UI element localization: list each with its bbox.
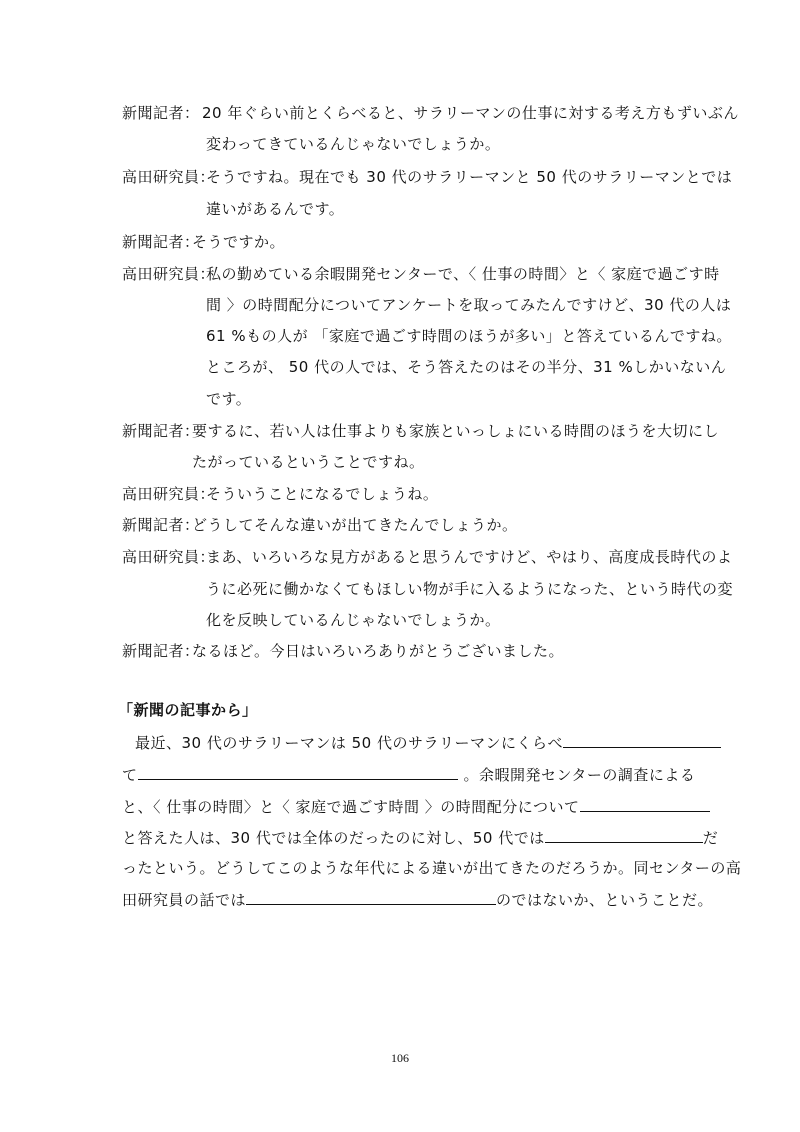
article-text: のではないか、ということだ。 xyxy=(496,891,714,909)
dialogue-text: 違いがあるんです。 xyxy=(206,200,345,218)
speaker-label: 新聞記者： xyxy=(122,422,200,440)
answer-blank-3[interactable] xyxy=(580,797,710,812)
answer-blank-2[interactable] xyxy=(138,765,458,780)
dialogue-text: 20 年ぐらい前とくらべると、サラリーマンの仕事に対する考え方もずいぶん xyxy=(202,104,739,122)
article-text: 最近、30 代のサラリーマンは 50 代のサラリーマンにくらべ xyxy=(135,734,563,752)
dialogue-text: ところが、 50 代の人では、そう答えたのはその半分、31 %しかいないん xyxy=(206,358,727,376)
speaker-label: 新聞記者： xyxy=(122,233,200,251)
article-text: 。余暇開発センターの調査によ xyxy=(463,766,680,784)
page-number: 106 xyxy=(391,1051,409,1065)
article-text: る xyxy=(679,766,696,784)
answer-blank-5[interactable] xyxy=(246,890,496,905)
dialogue-text: 私の勤めている余暇開発センターで、〈 仕事の時間〉と〈 家庭で過ごす時 xyxy=(206,265,720,283)
article-line-6 xyxy=(122,890,713,910)
article-line-4 xyxy=(122,828,718,848)
article-text: ったという。どうしてこのような年代による違いが出てきたのだろうか。同センターの高 xyxy=(122,859,742,877)
speaker-label: 高田研究員： xyxy=(122,265,216,283)
dialogue-text: です。 xyxy=(206,390,252,408)
dialogue-text: 化を反映しているんじゃないでしょうか。 xyxy=(206,611,501,629)
article-line-2 xyxy=(122,765,695,785)
dialogue-text: どうしてそんな違いが出てきたんでしょうか。 xyxy=(192,516,518,534)
dialogue-text: そうですね。現在でも 30 代のサラリーマンと 50 代のサラリーマンとでは xyxy=(206,168,733,186)
speaker-label: 高田研究員： xyxy=(122,485,216,503)
article-text: と答えた人は、30 代では全体のだったのに対し、50 代では xyxy=(122,829,545,847)
speaker-label: 新聞記者： xyxy=(122,104,200,122)
dialogue-text: たがっているということですね。 xyxy=(192,453,425,471)
speaker-label: 新聞記者： xyxy=(122,642,200,660)
dialogue-text: 要するに、若い人は仕事よりも家族といっしょにいる時間のほうを大切にし xyxy=(192,422,720,440)
article-line-1 xyxy=(135,733,721,753)
article-line-5 xyxy=(122,858,741,878)
speaker-label: 高田研究員： xyxy=(122,168,216,186)
speaker-label: 新聞記者： xyxy=(122,516,200,534)
article-heading: 「新聞の記事から」 xyxy=(118,701,258,719)
dialogue-text: そうですか。 xyxy=(192,233,286,251)
dialogue-text: 変わってきているんじゃないでしょうか。 xyxy=(206,135,501,153)
dialogue-text: なるほど。今日はいろいろありがとうございました。 xyxy=(192,642,565,660)
dialogue-text: まあ、いろいろな見方があると思うんですけど、やはり、高度成長時代のよ xyxy=(206,548,733,566)
dialogue-text: うに必死に働かなくてもほしい物が手に入るようになった、という時代の変 xyxy=(206,580,734,598)
answer-blank-4[interactable] xyxy=(545,828,703,843)
dialogue-text: 間 〉の時間配分についてアンケートを取ってみたんですけど、30 代の人は xyxy=(206,296,732,314)
article-text: だ xyxy=(702,829,719,847)
article-text: て xyxy=(122,766,138,784)
speaker-label: 高田研究員： xyxy=(122,548,216,566)
article-text: と、〈 仕事の時間〉と〈 家庭で過ごす時間 〉の時間配分について xyxy=(122,798,580,816)
answer-blank-1[interactable] xyxy=(563,733,721,748)
dialogue-text: 61 %もの人が 「家庭で過ごす時間のほうが多い」と答えているんですね。 xyxy=(206,327,732,345)
article-text: 田研究員の話では xyxy=(122,891,247,909)
article-line-3 xyxy=(122,797,710,817)
dialogue-text: そういうことになるでしょうね。 xyxy=(206,485,439,503)
